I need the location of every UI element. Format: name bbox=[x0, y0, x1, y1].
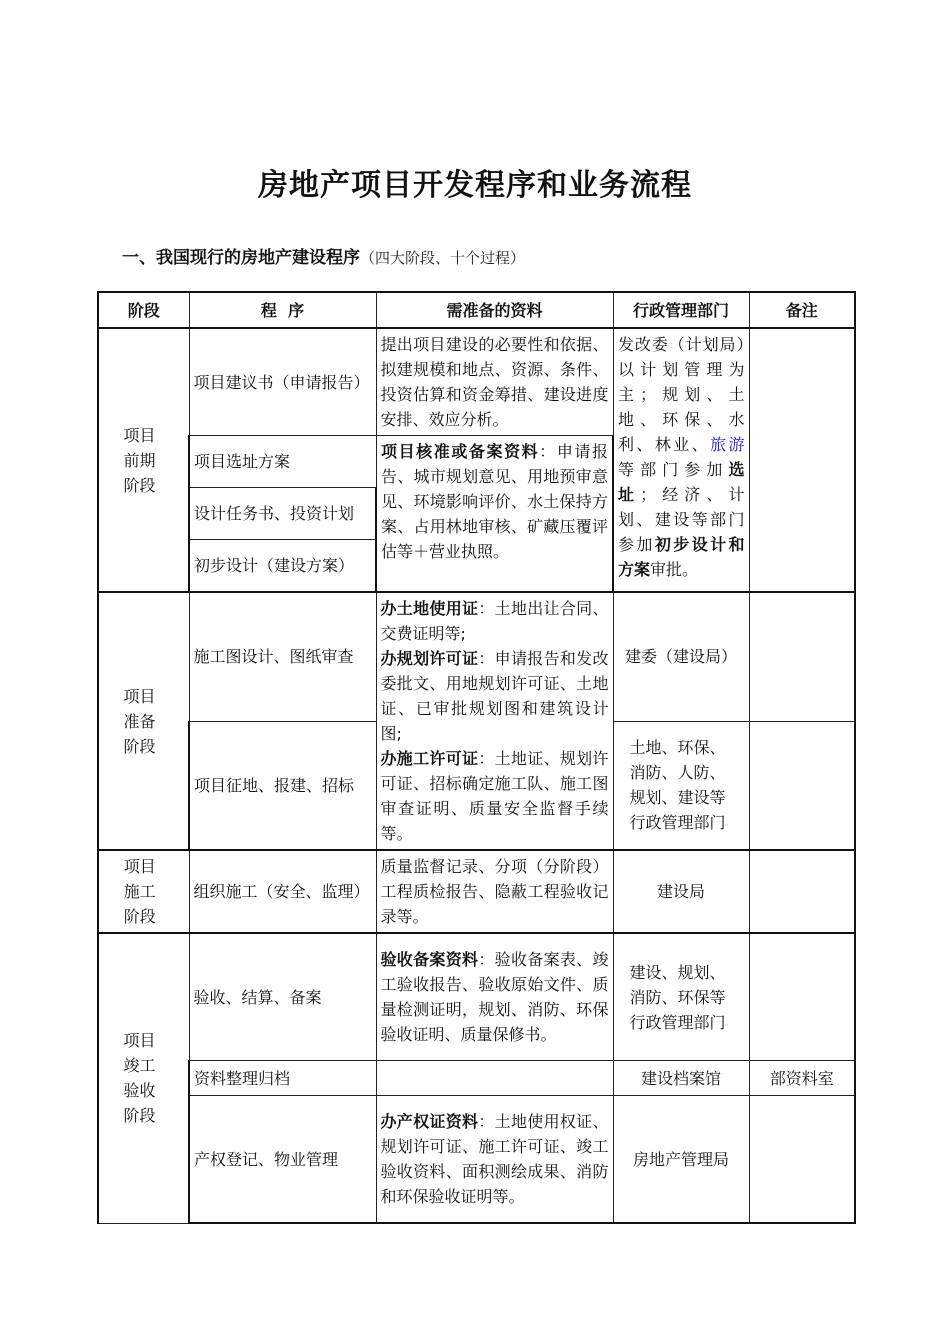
materials-cell bbox=[376, 592, 613, 850]
table-row bbox=[98, 592, 855, 721]
dept-link-tourism[interactable]: 旅游 bbox=[710, 435, 745, 454]
table-row bbox=[98, 933, 855, 1061]
procedure-cell: 设计任务书、投资计划 bbox=[189, 488, 376, 540]
remark-cell: 部资料室 bbox=[749, 1061, 855, 1096]
page-title: 房地产项目开发程序和业务流程 bbox=[258, 168, 692, 203]
materials-text: ：土地证、规划许可证、招标确定施工队、施工图审查证明、质量安全监督手续等。 bbox=[380, 749, 609, 843]
section-heading bbox=[122, 243, 525, 268]
stage-label: 项目竣工验收阶段 bbox=[123, 1031, 156, 1126]
materials-text: ：验收备案表、竣工验收报告、验收原始文件、质量检测证明，规划、消防、环保验收证明、质量保修书。 bbox=[380, 950, 609, 1044]
procedure-cell: 组织施工（安全、监理） bbox=[189, 850, 376, 933]
remark-cell bbox=[749, 592, 855, 721]
materials-cell bbox=[376, 436, 613, 593]
remark-cell bbox=[749, 328, 855, 592]
table-header-row bbox=[98, 292, 855, 328]
process-table bbox=[97, 291, 856, 1224]
procedure-cell: 资料整理归档 bbox=[189, 1061, 376, 1096]
procedure-cell: 初步设计（建设方案） bbox=[189, 540, 376, 593]
stage-cell bbox=[98, 592, 189, 850]
remark-cell bbox=[749, 1096, 855, 1224]
header-remark: 备注 bbox=[749, 292, 855, 328]
procedure-cell: 产权登记、物业管理 bbox=[189, 1096, 376, 1224]
materials-bold: 办施工许可证 bbox=[380, 749, 479, 768]
department-cell: 建委（建设局） bbox=[613, 592, 749, 721]
materials-bold: 项目核准或备案资料 bbox=[381, 442, 540, 461]
table-row bbox=[98, 850, 855, 933]
materials-text: ：申请报告、城市规划意见、用地预审意见、环境影响评价、水土保持方案、占用林地审核、矿藏压覆评估等＋营业执照。 bbox=[381, 442, 608, 561]
department-cell: 建设、规划、消防、环保等行政管理部门 bbox=[613, 933, 749, 1061]
stage-cell bbox=[98, 328, 189, 592]
stage-label: 项目准备阶段 bbox=[123, 686, 156, 756]
table-row bbox=[98, 1096, 855, 1224]
table-row bbox=[98, 328, 855, 436]
stage-label: 项目施工阶段 bbox=[123, 857, 156, 926]
dept-text-c: ；经济、计划、建设等部门参加 bbox=[618, 485, 745, 554]
remark-cell bbox=[749, 933, 855, 1061]
materials-text: ：土地出让合同、交费证明等; bbox=[380, 599, 609, 643]
dept-text-a: 发改委（计划局）以计划管理为主；规划、土地、环保、水利、林业、 bbox=[618, 335, 745, 454]
header-department: 行政管理部门 bbox=[613, 292, 749, 328]
materials-bold: 办规划许可证 bbox=[380, 649, 479, 668]
dept-text-b: 等部门参加 bbox=[618, 460, 729, 479]
materials-bold: 验收备案资料 bbox=[380, 950, 479, 969]
materials-cell bbox=[376, 933, 613, 1061]
dept-bold-design: 初步设计和方案 bbox=[618, 535, 745, 579]
stage-cell bbox=[98, 850, 189, 933]
header-stage: 阶段 bbox=[98, 292, 189, 328]
procedure-cell: 项目征地、报建、招标 bbox=[189, 721, 376, 850]
stage-cell bbox=[98, 933, 189, 1223]
procedure-cell: 项目建议书（申请报告） bbox=[189, 328, 376, 436]
department-cell bbox=[613, 328, 749, 592]
materials-cell: 质量监督记录、分项（分阶段）工程质检报告、隐蔽工程验收记录等。 bbox=[376, 850, 613, 933]
materials-text: ：土地使用权证、规划许可证、施工许可证、竣工验收资料、面积测绘成果、消防和环保验收证明等。 bbox=[380, 1112, 609, 1206]
stage-label: 项目前期阶段 bbox=[123, 425, 156, 495]
dept-text-d: 审批。 bbox=[650, 560, 699, 579]
procedure-cell: 验收、结算、备案 bbox=[189, 933, 376, 1061]
department-cell: 房地产管理局 bbox=[613, 1096, 749, 1224]
department-cell: 建设档案馆 bbox=[613, 1061, 749, 1096]
materials-cell: 提出项目建设的必要性和依据、拟建规模和地点、资源、条件、投资估算和资金筹措、建设进度安排、效应分析。 bbox=[376, 328, 613, 436]
header-procedure: 程 序 bbox=[189, 292, 376, 328]
dept-bold-site: 选址 bbox=[618, 460, 745, 504]
department-cell: 土地、环保、消防、人防、规划、建设等行政管理部门 bbox=[613, 721, 749, 850]
remark-cell bbox=[749, 721, 855, 850]
materials-cell bbox=[376, 1096, 613, 1224]
materials-cell bbox=[376, 1061, 613, 1096]
materials-bold: 办产权证资料 bbox=[380, 1112, 479, 1131]
section-heading-text: 一、我国现行的房地产建设程序 bbox=[122, 248, 360, 268]
header-materials: 需准备的资料 bbox=[376, 292, 613, 328]
department-cell: 建设局 bbox=[613, 850, 749, 933]
table-row bbox=[98, 1061, 855, 1096]
materials-bold: 办土地使用证 bbox=[380, 599, 479, 618]
remark-cell bbox=[749, 850, 855, 933]
procedure-cell: 项目选址方案 bbox=[189, 436, 376, 488]
procedure-cell: 施工图设计、图纸审查 bbox=[189, 592, 376, 721]
section-note: （四大阶段、十个过程） bbox=[360, 249, 526, 267]
materials-text: ：申请报告和发改委批文、用地规划许可证、土地证、已审批规划图和建筑设计图; bbox=[380, 649, 609, 743]
